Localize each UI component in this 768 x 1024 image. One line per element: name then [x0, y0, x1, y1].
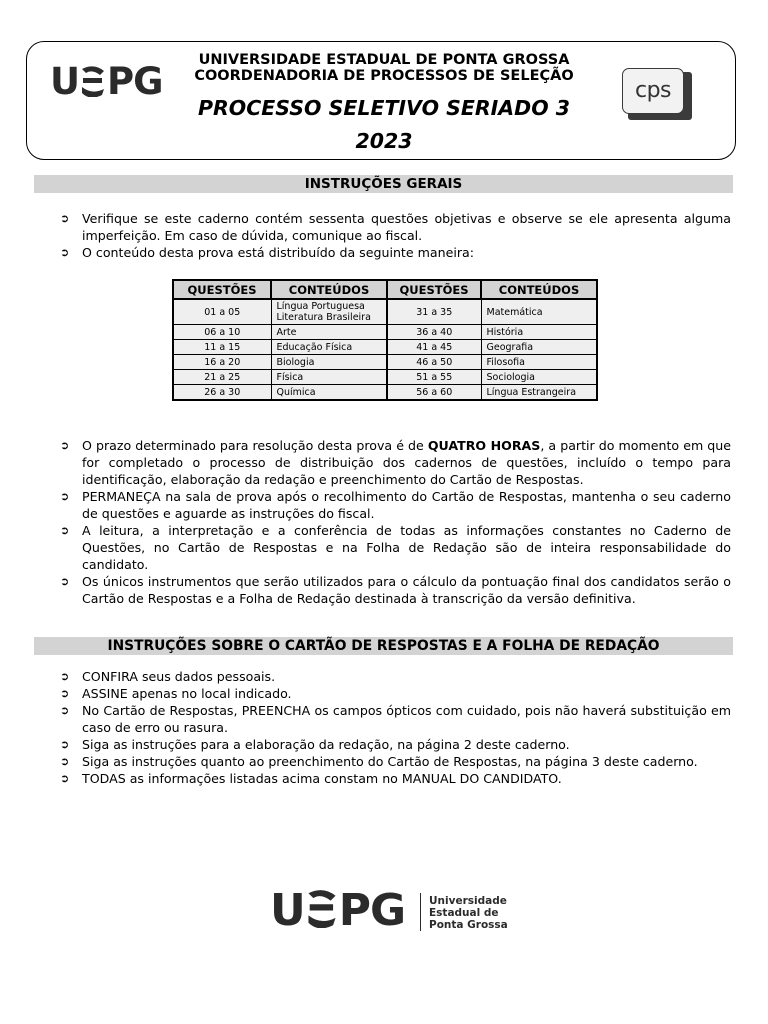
table-cell: História: [481, 325, 597, 340]
column-header-contents: CONTEÚDOS: [481, 280, 597, 299]
table-cell: 41 a 45: [387, 340, 481, 355]
table-cell: Filosofia: [481, 355, 597, 370]
general-instructions-heading: INSTRUÇÕES GERAIS: [34, 175, 733, 193]
bullet-text: A leitura, a interpretação e a conferência de todas as informações constantes no Caderno de Questões, no Cartão de Respostas e na Folha de Redação são de inteira responsabilidade do candidato.: [82, 523, 731, 572]
table-row: [173, 340, 597, 355]
bullet-text: No Cartão de Respostas, PREENCHA os campos ópticos com cuidado, pois não haverá substituição em caso de erro ou rasura.: [82, 703, 731, 735]
answer-sheet-list: [60, 668, 731, 787]
table-cell: [271, 299, 387, 325]
cps-logo-text: cps: [634, 78, 672, 103]
table-cell: Matemática: [481, 299, 597, 325]
university-name: UNIVERSIDADE ESTADUAL DE PONTA GROSSA: [198, 52, 570, 68]
cell-line: Literatura Brasileira: [276, 312, 371, 323]
list-item: [60, 573, 731, 607]
table-cell: Língua Estrangeira: [481, 385, 597, 401]
table-cell: Arte: [271, 325, 387, 340]
footer-name-line: Estadual de: [429, 907, 499, 919]
list-item: [60, 488, 731, 522]
table-cell: Física: [271, 370, 387, 385]
bullet-text: Verifique se este caderno contém sessenta questões objetivas e observe se ele apresenta alguma imperfeição. Em caso de dúvida, comunique ao fiscal.: [82, 211, 731, 243]
footer-name-line: Universidade: [429, 895, 507, 907]
bullet-text: Os únicos instrumentos que serão utilizados para o cálculo da pontuação final dos candidatos serão o Cartão de Respostas e a Folha de Redação destinada à transcrição da versão definitiva.: [82, 574, 731, 606]
coordination-name: COORDENADORIA DE PROCESSOS DE SELEÇÃO: [194, 68, 574, 84]
list-item: [60, 702, 731, 736]
arrow-right-circle-icon: ➲: [60, 670, 70, 683]
bullet-text: TODAS as informações listadas acima constam no MANUAL DO CANDIDATO.: [82, 771, 562, 786]
table-cell: Sociologia: [481, 370, 597, 385]
bullet-text: CONFIRA seus dados pessoais.: [82, 669, 276, 684]
logo-letters-pg: PG: [338, 885, 406, 936]
process-year: 2023: [355, 129, 413, 153]
logo-letter-u: U: [50, 60, 80, 103]
cps-logo: [622, 68, 694, 120]
table-row: [173, 355, 597, 370]
table-row: [173, 385, 597, 401]
general-rules-list: [60, 437, 731, 607]
table-cell: 26 a 30: [173, 385, 271, 401]
bullet-text-emphasis: QUATRO HORAS: [427, 438, 541, 453]
logo-letter-u: U: [270, 885, 305, 936]
table-cell: Educação Física: [271, 340, 387, 355]
list-item: [60, 244, 731, 261]
answer-sheet-instructions-heading: INSTRUÇÕES SOBRE O CARTÃO DE RESPOSTAS E A FOLHA DE REDAÇÃO: [34, 637, 733, 655]
content-distribution-table: [172, 279, 598, 401]
table-cell: 51 a 55: [387, 370, 481, 385]
list-item: [60, 210, 731, 244]
list-item: [60, 437, 731, 488]
table-cell: Química: [271, 385, 387, 401]
table-row: [173, 299, 597, 325]
cps-logo-face: [622, 68, 684, 114]
table-cell: 21 a 25: [173, 370, 271, 385]
list-item: [60, 522, 731, 573]
arrow-right-circle-icon: ➲: [60, 772, 70, 785]
column-header-questions: QUESTÕES: [387, 280, 481, 299]
table-row: [173, 370, 597, 385]
table-header-row: [173, 280, 597, 299]
cell-line: Língua Portuguesa: [276, 301, 365, 312]
table-cell: Geografia: [481, 340, 597, 355]
bullet-text: O conteúdo desta prova está distribuído da seguinte maneira:: [82, 245, 474, 260]
arrow-right-circle-icon: ➲: [60, 246, 70, 259]
arrow-right-circle-icon: ➲: [60, 687, 70, 700]
bullet-text: Siga as instruções quanto ao preenchimento do Cartão de Respostas, na página 3 deste caderno.: [82, 754, 698, 769]
column-header-questions: QUESTÕES: [173, 280, 271, 299]
arrow-right-circle-icon: ➲: [60, 524, 70, 537]
arrow-right-circle-icon: ➲: [60, 755, 70, 768]
footer-university-name: [429, 895, 508, 931]
table-cell: 16 a 20: [173, 355, 271, 370]
process-title: PROCESSO SELETIVO SERIADO 3: [197, 96, 571, 120]
bullet-text: PERMANEÇA na sala de prova após o recolhimento do Cartão de Respostas, mantenha o seu caderno de questões e aguarde as instruções do fiscal.: [82, 489, 731, 521]
uepg-footer-logo: [270, 886, 405, 936]
uepg-swirl-icon: [306, 888, 338, 928]
arrow-right-circle-icon: ➲: [60, 704, 70, 717]
table-cell: 06 a 10: [173, 325, 271, 340]
table-cell: 56 a 60: [387, 385, 481, 401]
arrow-right-circle-icon: ➲: [60, 738, 70, 751]
table-cell: 31 a 35: [387, 299, 481, 325]
logo-letters-pg: PG: [107, 60, 163, 103]
bullet-text: , a partir do momento em que for completado o processo de distribuição dos cadernos de questões, incluído o tempo para identificação, elaboração da redação e preenchimento do Cartão de Respostas.: [82, 438, 732, 487]
arrow-right-circle-icon: ➲: [60, 212, 70, 225]
table-cell: Biologia: [271, 355, 387, 370]
bullet-text: ASSINE apenas no local indicado.: [82, 686, 292, 701]
table-cell: 36 a 40: [387, 325, 481, 340]
footer-name-line: Ponta Grossa: [429, 919, 508, 931]
bullet-text: O prazo determinado para resolução desta prova é de: [82, 438, 428, 453]
table-cell: 11 a 15: [173, 340, 271, 355]
arrow-right-circle-icon: ➲: [60, 490, 70, 503]
footer-logo-divider: [420, 893, 421, 931]
general-intro-list: [60, 210, 731, 261]
list-item: [60, 668, 731, 685]
list-item: [60, 770, 731, 787]
arrow-right-circle-icon: ➲: [60, 575, 70, 588]
table-row: [173, 325, 597, 340]
list-item: [60, 753, 731, 770]
list-item: [60, 736, 731, 753]
column-header-contents: CONTEÚDOS: [271, 280, 387, 299]
bullet-text: Siga as instruções para a elaboração da redação, na página 2 deste caderno.: [82, 737, 570, 752]
list-item: [60, 685, 731, 702]
table-cell: 46 a 50: [387, 355, 481, 370]
arrow-right-circle-icon: ➲: [60, 439, 70, 452]
table-cell: 01 a 05: [173, 299, 271, 325]
